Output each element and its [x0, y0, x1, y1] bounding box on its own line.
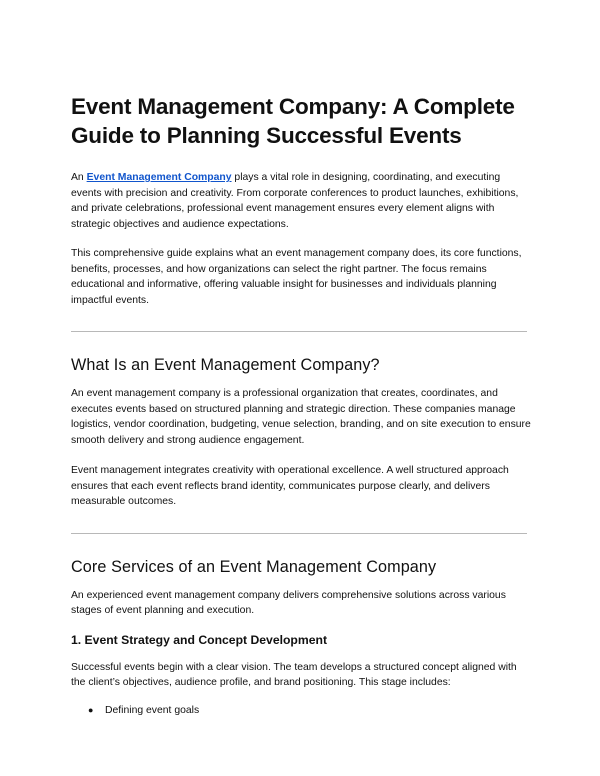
intro-prefix: An — [71, 172, 87, 183]
document-body — [71, 92, 531, 718]
subheading-strategy: 1. Event Strategy and Concept Development — [71, 632, 327, 647]
bullet-list — [71, 703, 531, 718]
section2-paragraph-2: Successful events begin with a clear vision. The team develops a structured concept aligned with the client’s objectives, audience profile, and brand positioning. This stage includes: — [71, 661, 517, 688]
intro-paragraph — [71, 170, 531, 232]
bullet-icon: ● — [88, 704, 94, 715]
list-item-text: Defining event goals — [105, 704, 200, 716]
section-divider — [71, 533, 527, 534]
section1-paragraph-1: An event management company is a professional organization that creates, coordinates, and executes events based on structured planning and strategic direction. These companies manage logistics, vendor coordination, budgeting, venue selection, branding, and on site execution to ensure smooth delivery and strong audience engagement. — [71, 388, 531, 446]
section-heading-core-services: Core Services of an Event Management Company — [71, 557, 437, 576]
section1-paragraph-2: Event management integrates creativity with operational excellence. A well structured approach ensures that each event reflects brand identity, communicates purpose clearly, and delivers measurable outcomes. — [71, 465, 509, 507]
intro-paragraph-2: This comprehensive guide explains what an event management company does, its core functions, benefits, processes, and how organizations can select the right partner. The focus remains educational and informative, offering valuable insight for businesses and individuals planning impactful events. — [71, 248, 522, 306]
event-management-company-link[interactable]: Event Management Company — [86, 172, 232, 183]
list-item — [88, 703, 531, 718]
section-heading-what-is: What Is an Event Management Company? — [71, 356, 380, 374]
section2-paragraph-1: An experienced event management company delivers comprehensive solutions across various stages of event planning and execution. — [71, 589, 506, 616]
section-divider — [71, 331, 527, 332]
intro-suffix: plays a vital role in designing, coordinating, and executing events with precision and creativity. From corporate conferences to product launches, exhibitions, and private celebrations, professional event management ensures every element aligns with strategic objectives and audience expectations. — [71, 172, 519, 230]
page-title: Event Management Company: A Complete Guide to Planning Successful Events — [71, 94, 515, 148]
